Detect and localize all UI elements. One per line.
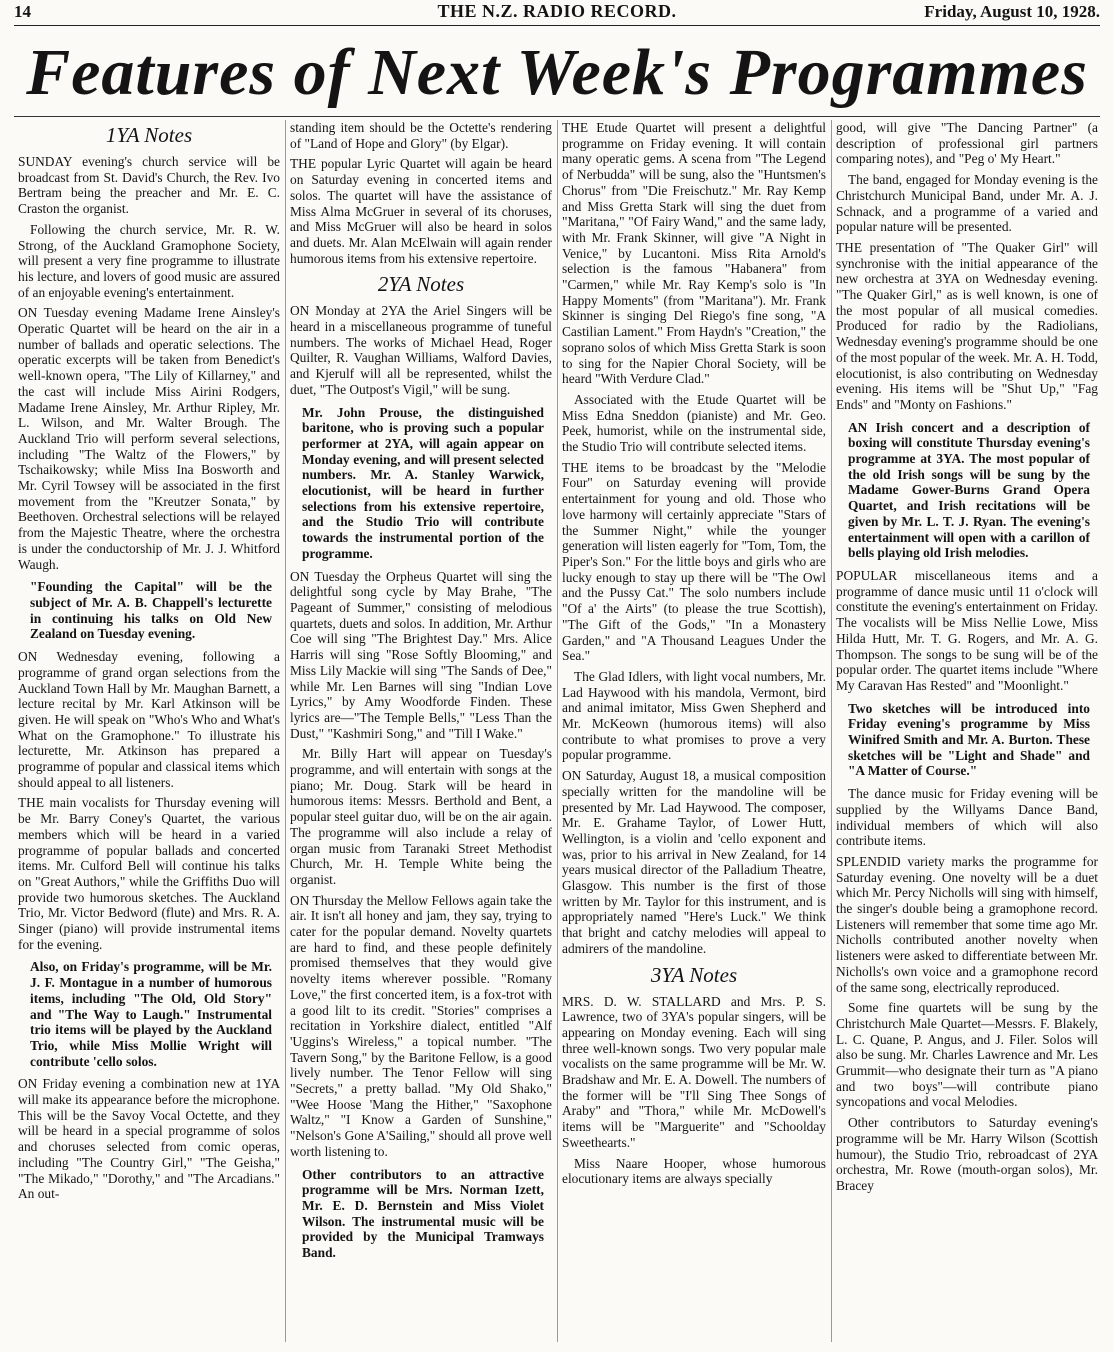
page-title: Features of Next Week's Programmes: [14, 30, 1100, 117]
column-2: [290, 120, 552, 1342]
bold-callout: Other contributors to an attractive programme will be Mrs. Norman Izett, Mr. E. D. Bernstein and Miss Violet Wilson. The instrumental music will be provided by the Municipal Tramways Band.: [302, 1166, 544, 1261]
section-heading-2ya: 2YA Notes: [377, 272, 465, 297]
bold-callout: Two sketches will be introduced into Friday evening's programme by Miss Winifred Smith and Mr. A. Burton. These sketches will be "Light and Shade" and "A Matter of Course.": [848, 700, 1090, 779]
paragraph: Some fine quartets will be sung by the Christchurch Male Quartet—Messrs. F. Blakely, L. C. Quane, P. Angus, and J. Filer. Solos will also be sung. Mr. Charles Lawrence and Mr. Les Grummit—who designate their turn as "A piano and two boys"—will contribute piano syncopations and vocal Melodies.: [836, 1000, 1098, 1110]
paragraph: POPULAR miscellaneous items and a programme of dance music until 11 o'clock will constitute the evening's entertainment on Friday. The vocalists will be Miss Nellie Lowe, Miss Hilda Hutt, Mr. T. G. Rogers, and Mr. A. G. Thompson. The songs to be sung will be of the popular order. The quartet items include "Where My Caravan Has Rested" and "Moonlight.": [836, 567, 1098, 693]
paragraph: THE items to be broadcast by the "Melodie Four" on Saturday evening will provide entertainment for young and old. Those who love harmony will certainly appreciate "Stars of the Summer Night," while the younger generation will listen eagerly for "Tom, Tom, the Piper's Son." For the little boys and girls who are lucky enough to stay up there will be "The Owl and the Pussy Cat." The solo numbers include "Of a' the Airts" (to please the true Scottish), "The Gift of the Gods," "In a Monastery Garden," and "A Thousand Leagues Under the Sea.": [562, 459, 826, 664]
paragraph: THE main vocalists for Thursday evening will be Mr. Barry Coney's Quartet, the various members which will be heard in a varied programme of popular ballads and concerted items. Mr. Culford Bell will continue his talks on "Great Authors," while the Griffiths Duo will provide two humorous sketches. The Auckland Trio, Mr. Victor Bedword (flute) and Mrs. R. A. Singer (piano) will provide instrumental items for the evening.: [18, 795, 280, 952]
paragraph: Following the church service, Mr. R. W. Strong, of the Auckland Gramophone Society, will present a very fine programme to illustrate his lecture, and lovers of good music are assured of an enjoyable evening's entertainment.: [18, 221, 280, 300]
column-divider: [831, 120, 832, 1342]
paragraph: ON Monday at 2YA the Ariel Singers will be heard in a miscellaneous programme of tuneful numbers. The works of Michael Head, Roger Quilter, R. Vaughan Williams, Walford Davies, and Kjerulf will all be represented, whilst the duet, "The Outpost's Vigil," will be sung.: [290, 303, 552, 397]
paragraph: ON Friday evening a combination new at 1YA will make its appearance before the microphone. This will be the Savoy Vocal Octette, and they will be heard in a special programme of solos and choruses selected from comic operas, including "The Country Girl," "The Geisha," "The Mikado," "Dorothy," and "The Arcadians." An out-: [18, 1076, 280, 1202]
column-3: [562, 120, 826, 1342]
paragraph: THE Etude Quartet will present a delightful programme on Friday evening. It will contain many operatic gems. A scena from "The Legend of Nerbudda" will be sung, also the "Huntsmen's Chorus" from "Die Freischutz." Mr. Ray Kemp and Miss Gretta Stark will sing the duet from "Maritana," "Of Fairy Wand," and the same lady, with Mr. Frank Skinner, will give "A Night in Venice," by Lucantoni. Miss Rita Arnold's selection is the famous "Habanera" from "Carmen," while Mr. Ray Kemp's solo is "In Happy Moments" (from "Maritana"). Mr. Frank Skinner is singing Del Riego's fine song, "A Castilian Lament." From Haydn's "Creation," the soprano solos of which Miss Gretta Stark is soon to sing for the Napier Choral Society, will be heard "With Verdure Clad.": [562, 120, 826, 387]
paragraph: standing item should be the Octette's rendering of "Land of Hope and Glory" (by Elgar).: [290, 120, 552, 151]
paragraph: THE popular Lyric Quartet will again be heard on Saturday evening in concerted items and solos. The quartet will have the assistance of Miss Alma McGruer in several of its choruses, and Miss McGruer will also be heard in solos and duets. Mr. Alan McElwain will again render humorous items from his extensive repertoire.: [290, 156, 552, 266]
page-number: 14: [14, 2, 31, 21]
page-header: [14, 0, 1100, 26]
paragraph: The dance music for Friday evening will be supplied by the Willyams Dance Band, individual members of which will also contribute items.: [836, 786, 1098, 849]
section-heading-1ya: 1YA Notes: [105, 123, 193, 147]
paragraph: The Glad Idlers, with light vocal numbers, Mr. Lad Haywood with his mandola, Vermont, bird and animal imitator, Miss Gwen Shepherd and Mr. McKeown (humorous items) will also contribute to what promises to prove a very popular programme.: [562, 668, 826, 763]
paragraph: Mr. Billy Hart will appear on Tuesday's programme, and will entertain with songs at the piano; Mr. Doug. Stark will be heard in humorous items: Messrs. Berthold and Bent, a popular steel guitar duo, will be on the air again. The programme will also include a relay of organ music from Taranaki Street Methodist Church, Mr. H. Temple White being the organist.: [290, 746, 552, 887]
issue-date: Friday, August 10, 1928.: [924, 2, 1100, 21]
paragraph: SUNDAY evening's church service will be broadcast from St. David's Church, the Rev. Ivo Bertram being the preacher and Mr. E. C. Craston the organist.: [18, 154, 280, 217]
column-1: [18, 120, 280, 1342]
bold-callout: "Founding the Capital" will be the subject of Mr. A. B. Chappell's lecturette in continuing his talks on Old New Zealand on Tuesday evening.: [30, 579, 272, 642]
paragraph: The band, engaged for Monday evening is the Christchurch Municipal Band, under Mr. A. J. Schnack, and a programme of a varied and popular nature will be presented.: [836, 172, 1098, 235]
section-heading-3ya: 3YA Notes: [650, 962, 738, 987]
paragraph: Miss Naare Hooper, whose humorous elocutionary items are always specially: [562, 1155, 826, 1187]
paragraph: good, will give "The Dancing Partner" (a description of professional girl partners comparing notes), and "Peg o' My Heart.": [836, 120, 1098, 167]
column-divider: [557, 120, 558, 1342]
paragraph: SPLENDID variety marks the programme for Saturday evening. One novelty will be a duet which Mr. Percy Nicholls will sing with himself, the singer's double being a gramophone record. Listeners will remember that some time ago Mr. Nicholls contributed another novelty when listeners were asked to differentiate between Mr. Nicholls's own voice and a gramophone record of the same song, electrically reproduced.: [836, 853, 1098, 995]
column-divider: [285, 120, 286, 1342]
bold-callout: Mr. John Prouse, the distinguished baritone, who is proving such a popular performer at 2YA, will again appear on Monday evening, and will present selected numbers. Mr. A. Stanley Warwick, elocutionist, will be heard in further selections from his extensive repertoire, and the Studio Trio will contribute towards the instrumental portion of the programme.: [302, 404, 544, 561]
bold-callout: AN Irish concert and a description of boxing will constitute Thursday evening's programme at 3YA. The most popular of the old Irish songs will be sung by the Madame Gower-Burns Grand Opera Quartet, and Irish recitations will be given by Mr. L. T. J. Ryan. The evening's entertainment will open with a carillon of bells playing old Irish melodies.: [848, 419, 1090, 561]
paragraph: Associated with the Etude Quartet will be Miss Edna Sneddon (pianiste) and Mr. Geo. Peek, humorist, while on the instrumental side, the Studio Trio will contribute selected items.: [562, 391, 826, 455]
bold-callout: Also, on Friday's programme, will be Mr. J. F. Montague in a number of humorous items, including "The Old, Old Story" and "The Way to Laugh." Instrumental trio items will be played by the Auckland Trio, while Miss Mollie Wright will contribute 'cello solos.: [30, 959, 272, 1069]
paragraph: ON Thursday the Mellow Fellows again take the air. It isn't all honey and jam, they say, trying to cater for the popular demand. Novelty quartets are hard to find, and these people definitely promised themselves that they would give novelty items wherever possible. "Romany Love," the first concerted item, is a fox-trot with a good lilt to its credit. "Stories" comprises a recitation in Yorkshire dialect, entitled "Alf 'Uggins's Wireless," a topical number. "The Tavern Song," by the Baritone Fellow, is a good lively number. The Tenor Fellow will sing "Secrets," a pretty ballad. "My Old Shako," "Wee Hoose 'Mang the Hither," "Saxophone Waltz," "I Know a Garden of Sunshine," "Nelson's Gone A'Sailing," should all prove well worth listening to.: [290, 892, 552, 1159]
column-4: [836, 120, 1098, 1342]
paragraph: Other contributors to Saturday evening's programme will be Mr. Harry Wilson (Scottish humour), the Studio Trio, rebroadcast of 2YA orchestra, Mr. Rowe (mouth-organ solos), Mr. Bracey: [836, 1115, 1098, 1193]
paragraph: ON Saturday, August 18, a musical composition specially written for the mandoline will be presented by Mr. Lad Haywood. The composer, Mr. E. Grahame Taylor, of Lower Hutt, Wellington, is a violin and 'cello exponent and was, prior to his arrival in New Zealand, for 14 years musical director of the Palladium Theatre, Glasgow. This number is the first of those written by Mr. Taylor for this instrument, and is appropriately named "Here's Luck." We think that bright and catchy melodies will appeal to admirers of the mandoline.: [562, 768, 826, 956]
paragraph: MRS. D. W. STALLARD and Mrs. P. S. Lawrence, two of 3YA's popular singers, will be appearing on Monday evening. Each will sing three well-known songs. Two very popular male vocalists on the same programme will be Mr. W. Bradshaw and Mr. E. A. Dowell. The numbers of the former will be "I'll Sing Thee Songs of Araby" and "Thora," while Mr. McDowell's items will be "Marguerite" and "Schoolday Sweethearts.": [562, 993, 826, 1150]
masthead: THE N.Z. RADIO RECORD.: [437, 1, 677, 21]
paragraph: THE presentation of "The Quaker Girl" will synchronise with the initial appearance of the new orchestra at 3YA on Wednesday evening. "The Quaker Girl," as is well known, is one of the most popular of all musical comedies. Produced for radio by the Radiolians, Wednesday evening's programme should be one of the most popular of the week. Mr. A. H. Todd, elocutionist, is also contributing on Wednesday evening. His items will be "Shut Up," "Fag Ends" and "Monty on Fashions.": [836, 239, 1098, 412]
paragraph: ON Tuesday evening Madame Irene Ainsley's Operatic Quartet will be heard on the air in a number of ballads and operatic selections. The operatic excerpts will be taken from Benedict's well-known opera, "The Lily of Killarney," and the cast will include Miss Airini Rodgers, Madame Irene Ainsley, Mr. Arthur Ripley, Mr. L. Wilson, and Mr. Walter Brough. The Auckland Trio will perform several selections, including "The Waltz of the Flowers," by Tschaikowsky; while Miss Ina Bosworth and Mr. Cyril Towsey will be associated in the first movement from the "Kreutzer Sonata," by Beethoven. Orchestral selections will be relayed from the Majestic Theatre, where the orchestra is under the conductorship of Mr. J. J. Whitford Waugh.: [18, 305, 280, 572]
paragraph: ON Tuesday the Orpheus Quartet will sing the delightful song cycle by May Brahe, "The Pageant of Summer," consisting of melodious quartets, duets and solos. In addition, Mr. Arthur Coe will sing "The Brightest Day." Mrs. Alice Harris will sing "Rose Softly Blooming," and Miss Lily Mackie will sing "The Sands of Dee," while Mr. Len Barnes will sing "Indian Love Lyrics," by Amy Woodforde Finden. These lyrics are—"The Temple Bells," "Less Than the Dust," "Kashmiri Song," and "Till I Wake.": [290, 568, 552, 741]
paragraph: ON Wednesday evening, following a programme of grand organ selections from the Auckland Town Hall by Mr. Maughan Barnett, a lecture recital by Mr. Karl Atkinson will be given. He will speak on "Who's Who and What's What on the Gramophone." To illustrate his lecturette, Mr. Atkinson has prepared a programme of popular and classical items which should appeal to all listeners.: [18, 649, 280, 790]
